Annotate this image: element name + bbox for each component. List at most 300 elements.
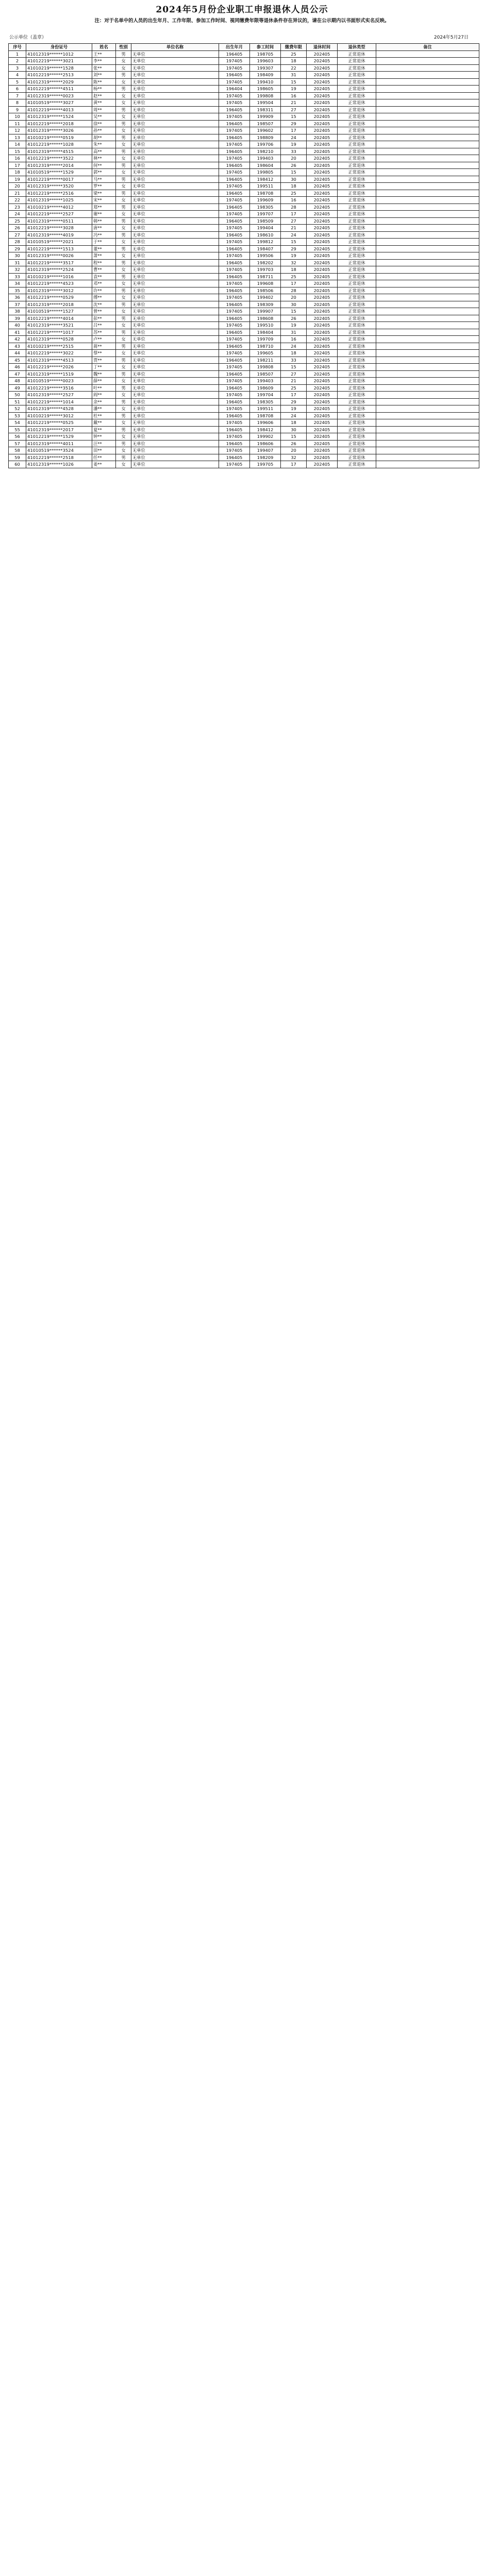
cell-years: 18 — [281, 350, 307, 357]
cell-years: 16 — [281, 92, 307, 99]
cell-id: 41012319******4513 — [26, 357, 92, 364]
cell-name: 蔡** — [92, 350, 116, 357]
cell-years: 21 — [281, 225, 307, 232]
cell-id: 41012219******2018 — [26, 120, 92, 127]
publish-date: 2024年5月27日 — [433, 35, 469, 40]
cell-note — [376, 176, 479, 183]
cell-name: 林** — [92, 155, 116, 162]
cell-id: 41012319******1519 — [26, 370, 92, 378]
cell-note — [376, 204, 479, 211]
cell-note — [376, 86, 479, 93]
cell-sex: 男 — [116, 86, 131, 93]
cell-years: 30 — [281, 301, 307, 308]
table-row — [9, 412, 479, 419]
cell-unit: 无单位 — [131, 259, 219, 266]
cell-retire: 202405 — [307, 72, 338, 79]
table-row — [9, 419, 479, 427]
cell-name: 邓** — [92, 280, 116, 287]
cell-years: 28 — [281, 287, 307, 294]
cell-type: 正常退休 — [338, 252, 376, 260]
cell-note — [376, 92, 479, 99]
cell-no: 6 — [9, 86, 26, 93]
table-row — [9, 447, 479, 454]
cell-no: 3 — [9, 64, 26, 72]
cell-unit: 无单位 — [131, 343, 219, 350]
cell-retire: 202405 — [307, 315, 338, 322]
cell-note — [376, 106, 479, 113]
cell-no: 21 — [9, 190, 26, 197]
col-header-no: 序号 — [9, 44, 26, 51]
cell-start: 198507 — [250, 370, 281, 378]
cell-id: 41012319******0023 — [26, 92, 92, 99]
cell-unit: 无单位 — [131, 50, 219, 58]
cell-no: 48 — [9, 378, 26, 385]
cell-birth: 197405 — [219, 350, 250, 357]
cell-id: 41010519******0023 — [26, 378, 92, 385]
cell-type: 正常退休 — [338, 412, 376, 419]
cell-sex: 男 — [116, 231, 131, 239]
cell-years: 33 — [281, 357, 307, 364]
cell-start: 198711 — [250, 273, 281, 280]
col-header-id: 身份证号 — [26, 44, 92, 51]
cell-unit: 无单位 — [131, 266, 219, 274]
cell-retire: 202405 — [307, 120, 338, 127]
cell-sex: 女 — [116, 197, 131, 204]
cell-name: 彭** — [92, 315, 116, 322]
cell-type: 正常退休 — [338, 266, 376, 274]
table-row — [9, 287, 479, 294]
cell-birth: 197405 — [219, 252, 250, 260]
cell-note — [376, 99, 479, 107]
cell-id: 41012319******0528 — [26, 336, 92, 343]
cell-name: 刘** — [92, 72, 116, 79]
cell-retire: 202405 — [307, 169, 338, 176]
table-row — [9, 217, 479, 225]
cell-sex: 男 — [116, 148, 131, 155]
cell-birth: 196405 — [219, 329, 250, 336]
cell-name: 陈** — [92, 78, 116, 86]
cell-sex: 女 — [116, 141, 131, 148]
cell-type: 正常退休 — [338, 217, 376, 225]
cell-sex: 女 — [116, 92, 131, 99]
cell-id: 41012219******3522 — [26, 155, 92, 162]
cell-no: 18 — [9, 169, 26, 176]
cell-type: 正常退休 — [338, 211, 376, 218]
cell-no: 52 — [9, 405, 26, 413]
cell-unit: 无单位 — [131, 419, 219, 427]
cell-sex: 女 — [116, 364, 131, 371]
cell-type: 正常退休 — [338, 287, 376, 294]
cell-id: 41010219******0519 — [26, 134, 92, 141]
cell-birth: 197405 — [219, 155, 250, 162]
cell-start: 198610 — [250, 231, 281, 239]
cell-unit: 无单位 — [131, 336, 219, 343]
cell-name: 罗** — [92, 183, 116, 190]
cell-retire: 202405 — [307, 231, 338, 239]
cell-name: 孙** — [92, 127, 116, 134]
cell-id: 41012319******1026 — [26, 461, 92, 468]
cell-years: 15 — [281, 433, 307, 440]
cell-years: 32 — [281, 454, 307, 461]
cell-start: 198604 — [250, 162, 281, 169]
cell-id: 41010219******1016 — [26, 273, 92, 280]
cell-type: 正常退休 — [338, 239, 376, 246]
cell-sex: 男 — [116, 384, 131, 392]
cell-unit: 无单位 — [131, 78, 219, 86]
cell-no: 32 — [9, 266, 26, 274]
cell-note — [376, 72, 479, 79]
cell-type: 正常退休 — [338, 405, 376, 413]
cell-note — [376, 308, 479, 315]
cell-years: 27 — [281, 370, 307, 378]
cell-start: 198809 — [250, 134, 281, 141]
cell-start: 198708 — [250, 190, 281, 197]
cell-note — [376, 419, 479, 427]
table-row — [9, 336, 479, 343]
table-row — [9, 454, 479, 461]
cell-sex: 女 — [116, 169, 131, 176]
cell-note — [376, 440, 479, 447]
cell-sex: 女 — [116, 336, 131, 343]
cell-note — [376, 357, 479, 364]
publisher-label: 公示单位（盖章） — [9, 35, 47, 40]
cell-birth: 196405 — [219, 106, 250, 113]
table-row — [9, 266, 479, 274]
cell-note — [376, 301, 479, 308]
cell-birth: 196405 — [219, 384, 250, 392]
cell-type: 正常退休 — [338, 315, 376, 322]
cell-start: 198412 — [250, 426, 281, 433]
cell-name: 曾** — [92, 308, 116, 315]
cell-no: 15 — [9, 148, 26, 155]
cell-retire: 202405 — [307, 329, 338, 336]
cell-unit: 无单位 — [131, 217, 219, 225]
cell-retire: 202405 — [307, 86, 338, 93]
cell-years: 25 — [281, 190, 307, 197]
cell-no: 4 — [9, 72, 26, 79]
cell-no: 13 — [9, 134, 26, 141]
cell-retire: 202405 — [307, 148, 338, 155]
cell-id: 41012219******1513 — [26, 245, 92, 252]
table-row — [9, 78, 479, 86]
cell-start: 198609 — [250, 384, 281, 392]
cell-years: 21 — [281, 378, 307, 385]
cell-years: 18 — [281, 58, 307, 65]
cell-id: 41012319******4515 — [26, 148, 92, 155]
cell-type: 正常退休 — [338, 127, 376, 134]
cell-years: 15 — [281, 364, 307, 371]
cell-type: 正常退休 — [338, 322, 376, 329]
cell-note — [376, 315, 479, 322]
cell-id: 41012219******2527 — [26, 211, 92, 218]
cell-note — [376, 217, 479, 225]
cell-no: 60 — [9, 461, 26, 468]
table-row — [9, 58, 479, 65]
cell-birth: 196405 — [219, 217, 250, 225]
cell-id: 41012319******2524 — [26, 266, 92, 274]
cell-years: 28 — [281, 204, 307, 211]
cell-sex: 男 — [116, 204, 131, 211]
cell-sex: 男 — [116, 217, 131, 225]
cell-name: 姜** — [92, 461, 116, 468]
cell-retire: 202405 — [307, 370, 338, 378]
cell-type: 正常退休 — [338, 329, 376, 336]
cell-start: 199808 — [250, 92, 281, 99]
cell-id: 41012219******3516 — [26, 384, 92, 392]
cell-start: 199812 — [250, 239, 281, 246]
cell-years: 15 — [281, 78, 307, 86]
cell-type: 正常退休 — [338, 106, 376, 113]
cell-unit: 无单位 — [131, 350, 219, 357]
cell-type: 正常退休 — [338, 169, 376, 176]
table-row — [9, 148, 479, 155]
cell-note — [376, 50, 479, 58]
cell-id: 41012219******2516 — [26, 190, 92, 197]
cell-type: 正常退休 — [338, 72, 376, 79]
cell-note — [376, 197, 479, 204]
cell-start: 198210 — [250, 148, 281, 155]
cell-unit: 无单位 — [131, 113, 219, 121]
cell-type: 正常退休 — [338, 190, 376, 197]
cell-retire: 202405 — [307, 433, 338, 440]
cell-retire: 202405 — [307, 113, 338, 121]
cell-years: 25 — [281, 50, 307, 58]
cell-years: 24 — [281, 231, 307, 239]
table-row — [9, 440, 479, 447]
cell-note — [376, 322, 479, 329]
cell-unit: 无单位 — [131, 301, 219, 308]
cell-retire: 202405 — [307, 58, 338, 65]
cell-retire: 202405 — [307, 398, 338, 405]
cell-unit: 无单位 — [131, 72, 219, 79]
cell-unit: 无单位 — [131, 329, 219, 336]
table-row — [9, 426, 479, 433]
cell-years: 17 — [281, 127, 307, 134]
cell-note — [376, 169, 479, 176]
table-row — [9, 315, 479, 322]
cell-type: 正常退休 — [338, 134, 376, 141]
cell-unit: 无单位 — [131, 64, 219, 72]
cell-id: 41012219******4014 — [26, 315, 92, 322]
cell-birth: 196405 — [219, 134, 250, 141]
cell-type: 正常退休 — [338, 273, 376, 280]
table-row — [9, 211, 479, 218]
cell-sex: 女 — [116, 350, 131, 357]
cell-id: 41012319******3012 — [26, 287, 92, 294]
cell-note — [376, 190, 479, 197]
cell-type: 正常退休 — [338, 447, 376, 454]
cell-no: 55 — [9, 426, 26, 433]
cell-start: 198412 — [250, 176, 281, 183]
cell-birth: 197405 — [219, 433, 250, 440]
cell-type: 正常退休 — [338, 259, 376, 266]
cell-unit: 无单位 — [131, 426, 219, 433]
cell-years: 26 — [281, 315, 307, 322]
col-header-retire: 退休时间 — [307, 44, 338, 51]
cell-birth: 197405 — [219, 392, 250, 399]
cell-retire: 202405 — [307, 287, 338, 294]
cell-retire: 202405 — [307, 384, 338, 392]
cell-no: 57 — [9, 440, 26, 447]
cell-years: 15 — [281, 169, 307, 176]
cell-name: 贾** — [92, 357, 116, 364]
cell-name: 魏** — [92, 370, 116, 378]
cell-id: 41012319******1025 — [26, 197, 92, 204]
cell-name: 任** — [92, 454, 116, 461]
cell-note — [376, 64, 479, 72]
cell-unit: 无单位 — [131, 197, 219, 204]
col-header-type: 退休类型 — [338, 44, 376, 51]
cell-unit: 无单位 — [131, 294, 219, 301]
table-row — [9, 106, 479, 113]
cell-no: 23 — [9, 204, 26, 211]
table-row — [9, 183, 479, 190]
cell-id: 41012319******3520 — [26, 183, 92, 190]
table-row — [9, 231, 479, 239]
cell-sex: 女 — [116, 183, 131, 190]
cell-note — [376, 350, 479, 357]
cell-retire: 202405 — [307, 50, 338, 58]
cell-start: 198708 — [250, 412, 281, 419]
cell-unit: 无单位 — [131, 204, 219, 211]
cell-birth: 196405 — [219, 398, 250, 405]
cell-sex: 男 — [116, 162, 131, 169]
cell-start: 199902 — [250, 433, 281, 440]
table-row — [9, 398, 479, 405]
cell-retire: 202405 — [307, 245, 338, 252]
cell-sex: 女 — [116, 252, 131, 260]
cell-retire: 202405 — [307, 99, 338, 107]
cell-start: 199307 — [250, 64, 281, 72]
table-row — [9, 197, 479, 204]
cell-note — [376, 461, 479, 468]
cell-sex: 女 — [116, 155, 131, 162]
cell-id: 41012319******2527 — [26, 392, 92, 399]
col-header-unit: 单位名称 — [131, 44, 219, 51]
table-row — [9, 134, 479, 141]
cell-id: 41012319******3026 — [26, 127, 92, 134]
cell-start: 199603 — [250, 58, 281, 65]
cell-birth: 196405 — [219, 440, 250, 447]
cell-id: 41012219******2513 — [26, 72, 92, 79]
cell-start: 199703 — [250, 266, 281, 274]
cell-years: 15 — [281, 113, 307, 121]
cell-id: 41012219******3021 — [26, 58, 92, 65]
cell-id: 41012219******3028 — [26, 225, 92, 232]
cell-retire: 202405 — [307, 301, 338, 308]
cell-note — [376, 239, 479, 246]
cell-retire: 202405 — [307, 176, 338, 183]
cell-sex: 男 — [116, 315, 131, 322]
cell-no: 47 — [9, 370, 26, 378]
cell-note — [376, 294, 479, 301]
cell-id: 41012319******2017 — [26, 426, 92, 433]
cell-start: 199907 — [250, 308, 281, 315]
cell-id: 41010219******4012 — [26, 204, 92, 211]
cell-retire: 202405 — [307, 440, 338, 447]
cell-sex: 男 — [116, 50, 131, 58]
cell-sex: 女 — [116, 64, 131, 72]
cell-unit: 无单位 — [131, 378, 219, 385]
cell-id: 41012219******1028 — [26, 141, 92, 148]
cell-sex: 女 — [116, 419, 131, 427]
cell-unit: 无单位 — [131, 120, 219, 127]
cell-start: 199909 — [250, 113, 281, 121]
cell-no: 51 — [9, 398, 26, 405]
cell-birth: 197405 — [219, 461, 250, 468]
cell-retire: 202405 — [307, 190, 338, 197]
cell-type: 正常退休 — [338, 378, 376, 385]
cell-id: 41012219******2026 — [26, 364, 92, 371]
cell-birth: 196405 — [219, 50, 250, 58]
cell-start: 199511 — [250, 405, 281, 413]
cell-retire: 202405 — [307, 336, 338, 343]
cell-type: 正常退休 — [338, 92, 376, 99]
cell-start: 199403 — [250, 155, 281, 162]
cell-retire: 202405 — [307, 204, 338, 211]
table-row — [9, 86, 479, 93]
cell-no: 44 — [9, 350, 26, 357]
cell-id: 41010219******3012 — [26, 412, 92, 419]
cell-id: 41012319******4528 — [26, 405, 92, 413]
cell-unit: 无单位 — [131, 86, 219, 93]
cell-note — [376, 343, 479, 350]
cell-birth: 196405 — [219, 426, 250, 433]
col-header-name: 姓名 — [92, 44, 116, 51]
cell-retire: 202405 — [307, 78, 338, 86]
cell-years: 31 — [281, 329, 307, 336]
cell-no: 54 — [9, 419, 26, 427]
cell-years: 18 — [281, 266, 307, 274]
table-body — [9, 50, 479, 468]
page-title: 2024年5月份企业职工申报退休人员公示 — [156, 5, 328, 15]
cell-start: 198608 — [250, 315, 281, 322]
cell-name: 许** — [92, 287, 116, 294]
cell-retire: 202405 — [307, 64, 338, 72]
table-row — [9, 141, 479, 148]
cell-sex: 女 — [116, 378, 131, 385]
table-row — [9, 245, 479, 252]
table-row — [9, 120, 479, 127]
cell-unit: 无单位 — [131, 176, 219, 183]
col-header-birth: 出生年月 — [219, 44, 250, 51]
table-row — [9, 99, 479, 107]
cell-retire: 202405 — [307, 280, 338, 287]
cell-retire: 202405 — [307, 308, 338, 315]
cell-sex: 男 — [116, 440, 131, 447]
cell-birth: 197405 — [219, 141, 250, 148]
cell-unit: 无单位 — [131, 134, 219, 141]
cell-unit: 无单位 — [131, 169, 219, 176]
table-row — [9, 169, 479, 176]
cell-years: 27 — [281, 217, 307, 225]
cell-note — [376, 447, 479, 454]
cell-id: 41012219******4013 — [26, 106, 92, 113]
cell-type: 正常退休 — [338, 370, 376, 378]
cell-type: 正常退休 — [338, 86, 376, 93]
cell-sex: 男 — [116, 426, 131, 433]
cell-retire: 202405 — [307, 92, 338, 99]
cell-no: 58 — [9, 447, 26, 454]
cell-name: 苏** — [92, 329, 116, 336]
cell-retire: 202405 — [307, 357, 338, 364]
cell-sex: 男 — [116, 398, 131, 405]
col-header-start: 参工时间 — [250, 44, 281, 51]
cell-years: 24 — [281, 134, 307, 141]
cell-type: 正常退休 — [338, 141, 376, 148]
cell-birth: 196405 — [219, 120, 250, 127]
cell-retire: 202405 — [307, 197, 338, 204]
